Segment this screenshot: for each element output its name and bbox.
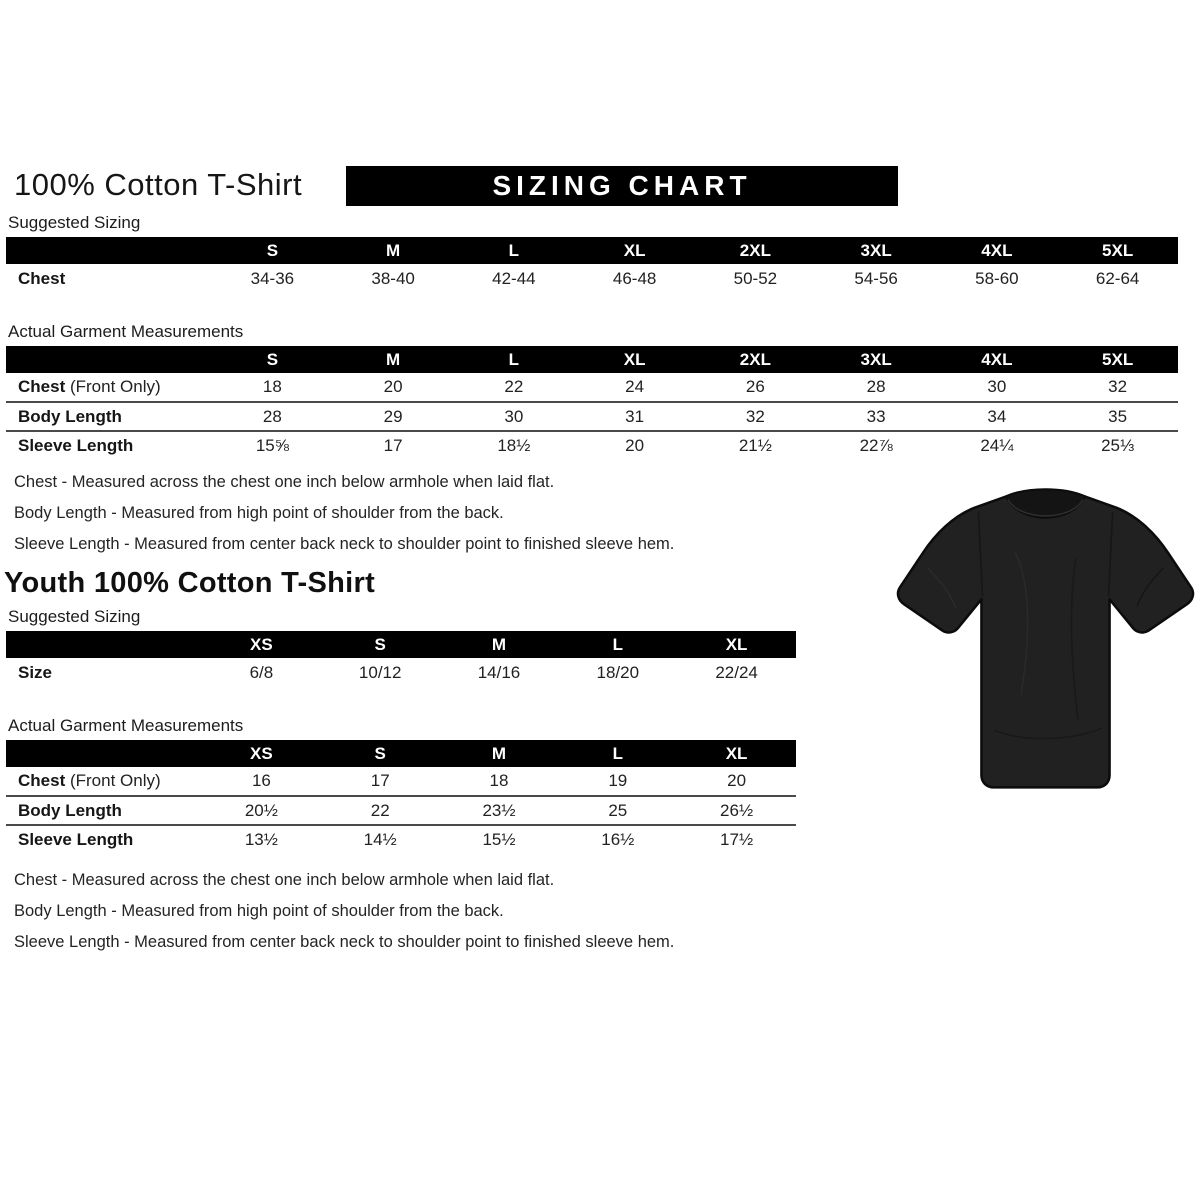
page-title: 100% Cotton T-Shirt (14, 167, 303, 202)
size-column-header: XL (677, 740, 796, 767)
size-column-header: L (558, 631, 677, 658)
measurement-cell: 28 (262, 406, 282, 426)
measurement-cell: 42-44 (492, 268, 536, 288)
measurement-cell: 32 (1108, 377, 1128, 396)
row-label-text: Chest (18, 268, 66, 288)
measurement-cell: 35 (1108, 406, 1128, 426)
measurement-cell: 32 (745, 406, 765, 426)
measurement-cell: 14½ (363, 830, 397, 849)
actual-measurements-label-adult: Actual Garment Measurements (8, 322, 244, 341)
note-body-length: Body Length - Measured from high point of shoulder from the back. (14, 902, 504, 920)
size-column-header: XL (574, 237, 695, 264)
size-column-header: M (333, 237, 454, 264)
measurement-cell: 28 (866, 377, 886, 396)
measurement-cell: 20 (383, 377, 403, 396)
row-label (6, 264, 212, 293)
measurement-cell: 18 (262, 377, 282, 396)
youth-suggested-sizing-table (6, 631, 796, 687)
row-label-text: Chest (18, 377, 66, 396)
measurement-cell: 18/20 (596, 662, 640, 682)
size-header-spacer (6, 237, 212, 264)
measurement-cell: 46-48 (612, 268, 657, 288)
measurement-cell: 20 (625, 436, 645, 455)
black-tshirt-image (893, 476, 1198, 812)
measurement-cell: 17 (383, 436, 403, 455)
measurement-cell: 29 (383, 406, 403, 426)
size-column-header: XS (202, 740, 321, 767)
youth-actual-measurements-table (6, 740, 796, 854)
size-column-header: S (321, 631, 440, 658)
size-column-header: 4XL (937, 346, 1058, 373)
measurement-cell: 14/16 (477, 662, 521, 682)
suggested-sizing-label-adult: Suggested Sizing (8, 213, 141, 232)
size-column-header: M (440, 740, 559, 767)
measurement-cell: 15½ (482, 830, 516, 849)
youth-section-title: Youth 100% Cotton T-Shirt (4, 567, 376, 599)
table-row (6, 373, 1178, 402)
row-label (6, 658, 202, 687)
measurement-cell: 25 (608, 800, 628, 820)
size-header-spacer (6, 740, 202, 767)
measurement-cell: 18½ (497, 436, 531, 455)
measurement-cell: 62-64 (1095, 268, 1140, 288)
measurement-cell: 22/24 (715, 662, 758, 682)
measurement-cell: 31 (625, 406, 645, 426)
measurement-cell: 58-60 (975, 268, 1019, 288)
measurement-cell: 34-36 (250, 268, 295, 288)
measurement-cell: 19 (608, 771, 628, 790)
row-label (6, 796, 202, 825)
page-header (0, 166, 1200, 206)
measurement-cell: 22⅞ (859, 436, 893, 455)
size-column-header: S (212, 237, 333, 264)
size-column-header: XL (677, 631, 796, 658)
table-row (6, 767, 796, 796)
measurement-cell: 33 (866, 406, 886, 426)
measurement-cell: 15⅝ (255, 436, 289, 455)
measurement-cell: 20 (727, 771, 747, 790)
size-column-header: S (321, 740, 440, 767)
row-label-text: Sleeve Length (18, 830, 134, 849)
size-column-header: 3XL (816, 346, 937, 373)
measurement-cell: 16 (251, 771, 271, 790)
measurement-cell: 50-52 (733, 268, 778, 288)
measurement-cell: 16½ (601, 830, 635, 849)
size-column-header: 3XL (816, 237, 937, 264)
measurement-cell: 54-56 (854, 268, 898, 288)
note-chest: Chest - Measured across the chest one inch below armhole when laid flat. (14, 473, 555, 491)
suggested-sizing-label-youth: Suggested Sizing (8, 607, 141, 626)
size-header-spacer (6, 346, 212, 373)
row-label-text: Body Length (18, 406, 122, 426)
measurement-cell: 17½ (720, 830, 754, 849)
measurement-cell: 24¼ (980, 436, 1014, 455)
measurement-cell: 13½ (244, 830, 278, 849)
measurement-cell: 30 (504, 406, 524, 426)
row-label-text: Chest (18, 771, 66, 790)
measurement-cell: 26½ (720, 800, 754, 820)
row-label (6, 373, 212, 402)
size-column-header: 4XL (937, 237, 1058, 264)
row-label-suffix: (Front Only) (65, 771, 161, 790)
measurement-cell: 21½ (738, 436, 772, 455)
measurement-cell: 30 (987, 377, 1007, 396)
table-row (6, 431, 1178, 460)
measurement-cell: 20½ (244, 800, 278, 820)
table-row (6, 796, 796, 825)
size-column-header: XL (574, 346, 695, 373)
row-label-text: Body Length (18, 800, 122, 820)
row-label (6, 825, 202, 854)
size-column-header: L (558, 740, 677, 767)
note-body-length: Body Length - Measured from high point of shoulder from the back. (14, 504, 504, 522)
size-column-header: M (333, 346, 454, 373)
size-column-header: 2XL (695, 346, 816, 373)
size-column-header: M (440, 631, 559, 658)
row-label-suffix: (Front Only) (65, 377, 161, 396)
row-label-text: Sleeve Length (18, 436, 134, 455)
note-sleeve-length: Sleeve Length - Measured from center back neck to shoulder point to finished sleeve hem. (14, 535, 675, 553)
measurement-cell: 23½ (482, 800, 516, 820)
size-column-header: XS (202, 631, 321, 658)
table-row (6, 825, 796, 854)
size-column-header: 5XL (1057, 346, 1178, 373)
measurement-cell: 10/12 (358, 662, 402, 682)
adult-actual-measurements-table (6, 346, 1178, 460)
measurement-cell: 26 (745, 377, 765, 396)
size-column-header: 2XL (695, 237, 816, 264)
measurement-cell: 17 (370, 771, 390, 790)
note-sleeve-length: Sleeve Length - Measured from center back neck to shoulder point to finished sleeve hem. (14, 933, 675, 951)
size-column-header: L (454, 346, 575, 373)
measurement-cell: 38-40 (371, 268, 415, 288)
measurement-cell: 34 (987, 406, 1007, 426)
measurement-cell: 6/8 (249, 662, 274, 682)
row-label (6, 402, 212, 431)
table-row (6, 264, 1178, 293)
measurement-cell: 22 (504, 377, 524, 396)
adult-suggested-sizing-table (6, 237, 1178, 293)
size-column-header: 5XL (1057, 237, 1178, 264)
measurement-cell: 22 (370, 800, 390, 820)
sizing-chart-banner: SIZING CHART (346, 166, 898, 206)
measurement-cell: 18 (489, 771, 509, 790)
table-row (6, 658, 796, 687)
size-header-spacer (6, 631, 202, 658)
row-label-text: Size (18, 662, 53, 682)
measurement-cell: 24 (625, 377, 645, 396)
note-chest: Chest - Measured across the chest one inch below armhole when laid flat. (14, 871, 555, 889)
row-label (6, 431, 212, 460)
row-label (6, 767, 202, 796)
table-row (6, 402, 1178, 431)
measurement-notes-youth (0, 871, 1200, 952)
size-column-header: L (454, 237, 575, 264)
measurement-cell: 25⅓ (1101, 436, 1135, 455)
size-column-header: S (212, 346, 333, 373)
actual-measurements-label-youth: Actual Garment Measurements (8, 716, 244, 735)
